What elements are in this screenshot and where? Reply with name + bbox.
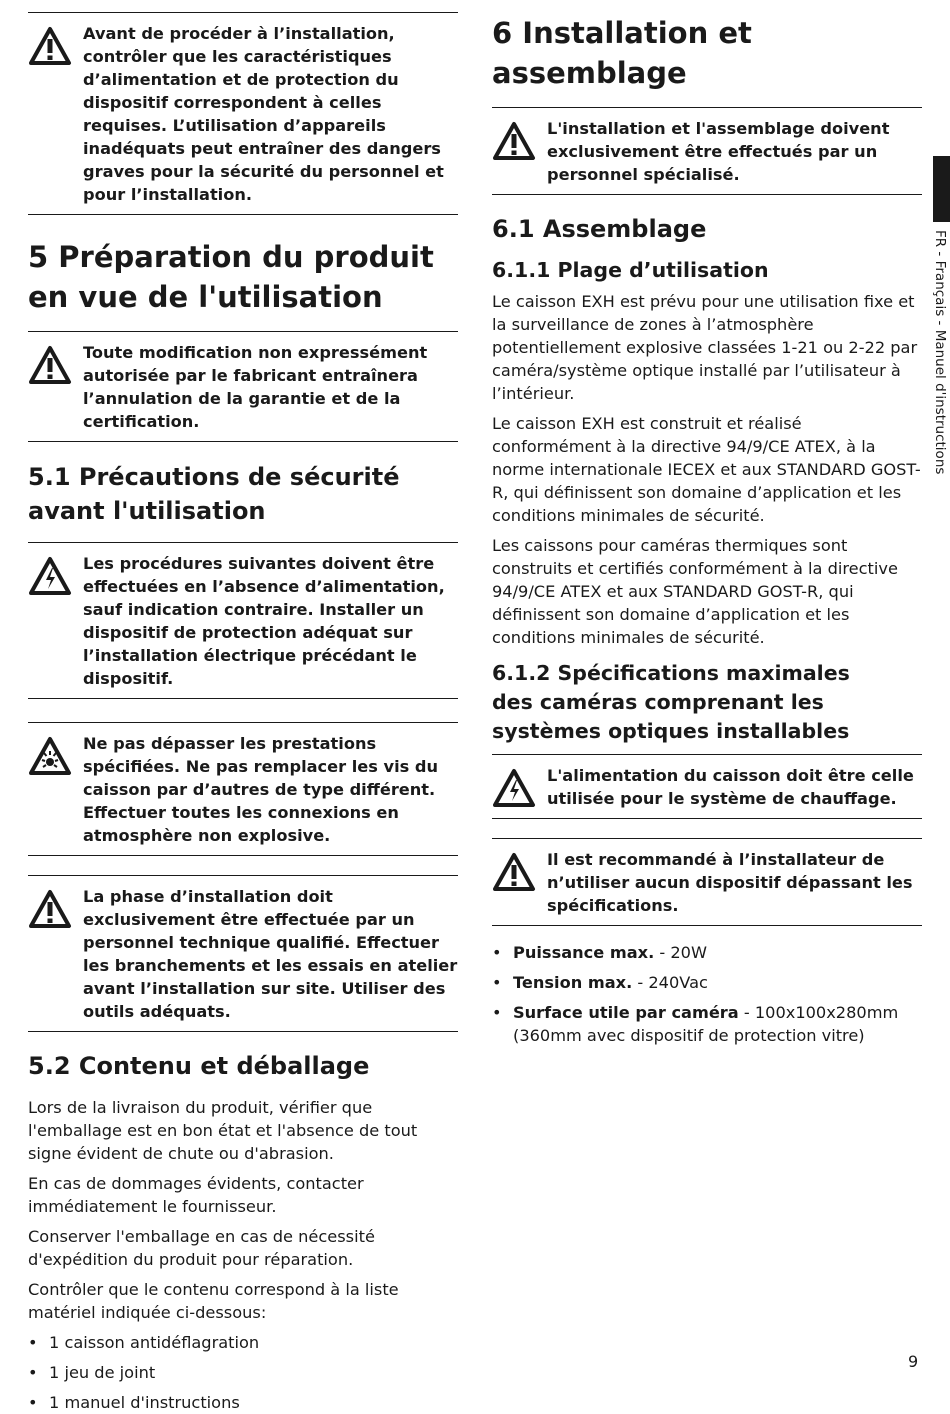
- paragraph: Le caisson EXH est construit et réalisé conformément à la directive 94/9/CE ATEX, à la norme internationale IECEX et aux STANDARD GOST-R, qui définissent son domaine d’application et les conditions minimales de sécurité.: [492, 414, 921, 525]
- warning-triangle-icon: [28, 885, 74, 929]
- warning-power: [28, 12, 458, 215]
- warning-heating-text: L'alimentation du caisson doit être celle utilisée pour le système de chauffage.: [547, 766, 914, 808]
- section-6-title-line1: 6 Installation et: [492, 16, 752, 50]
- paragraph: Lors de la livraison du produit, vérifier que l'emballage est en bon état et l'absence de tout signe évident de chute ou d'abrasion.: [28, 1098, 418, 1163]
- section-6-1-2-title: [492, 659, 922, 746]
- warning-modification-text: Toute modification non expressément autorisée par le fabricant entraînera l’annulation de la garantie et de la certification.: [83, 343, 428, 431]
- warning-specs: [492, 838, 922, 926]
- spec-value: - 240Vac: [632, 973, 708, 992]
- section-6-1-1-title: 6.1.1 Plage d’utilisation: [492, 258, 769, 282]
- warning-qualified-text: La phase d’installation doit exclusivement être effectuée par un personnel technique qualifié. Effectuer les branchements et les essais en atelier avant l’installation sur site. Utiliser des outils adéquats.: [83, 887, 458, 1021]
- section-5-2-title: 5.2 Contenu et déballage: [28, 1052, 370, 1080]
- warning-install: [492, 107, 922, 195]
- paragraph: Le caisson EXH est prévu pour une utilisation fixe et la surveillance de zones à l’atmosphère potentiellement explosive classées 1-21 ou 2-22 par caméra/système optique installé par l’utilisateur à l’intérieur.: [492, 292, 918, 403]
- warning-power-text: Avant de procéder à l’installation, contrôler que les caractéristiques d’alimentation et de protection du dispositif correspondent à celles requises. L’utilisation d’appareils inadéquats peut entraîner des dangers graves pour la sécurité du personnel et pour l’installation.: [83, 24, 444, 204]
- warning-triangle-icon: [28, 22, 74, 66]
- list-item: [492, 941, 922, 964]
- section-5-title-line2: en vue de l'utilisation: [28, 280, 383, 314]
- list-item: • 1 caisson antidéflagration: [28, 1331, 458, 1354]
- list-item: • 1 manuel d'instructions: [28, 1391, 458, 1414]
- paragraph: Conserver l'emballage en cas de nécessité d'expédition du produit pour réparation.: [28, 1227, 375, 1269]
- warning-explosive: [28, 722, 458, 856]
- list-item: [492, 971, 922, 994]
- warning-triangle-icon: [492, 117, 538, 161]
- warning-install-text: L'installation et l'assemblage doivent exclusivement être effectués par un personnel spécialisé.: [547, 119, 890, 184]
- warning-triangle-icon: [28, 341, 74, 385]
- explosion-warning-icon: [28, 732, 74, 776]
- right-column: [492, 0, 922, 1047]
- specs-list: [492, 941, 922, 1047]
- section-6-1-2-title-line3: systèmes optiques installables: [492, 719, 850, 743]
- warning-electric: [28, 542, 458, 699]
- spec-label: Surface utile par caméra: [513, 1003, 739, 1022]
- spec-value: - 20W: [654, 943, 707, 962]
- warning-specs-text: Il est recommandé à l’installateur de n’utiliser aucun dispositif dépassant les spécifications.: [547, 850, 913, 915]
- page-number: 9: [908, 1352, 919, 1371]
- section-6-title: [492, 13, 922, 93]
- section-5-title: [28, 237, 458, 317]
- warning-qualified: [28, 875, 458, 1032]
- list-item: [492, 1001, 922, 1047]
- spec-label: Puissance max.: [513, 943, 655, 962]
- section-6-1-title: 6.1 Assemblage: [492, 215, 707, 243]
- section-5-1-title-line2: avant l'utilisation: [28, 497, 266, 525]
- section-5-1-title: [28, 460, 458, 528]
- warning-heating: [492, 754, 922, 819]
- warning-explosive-text: Ne pas dépasser les prestations spécifiées. Ne pas remplacer les vis du caisson par d’autres de type différent. Effectuer toutes les connexions en atmosphère non explosive.: [83, 734, 439, 845]
- paragraph: Contrôler que le contenu correspond à la liste matériel indiquée ci-dessous:: [28, 1280, 399, 1322]
- language-tab-label: FR - Français - Manuel d'instructions: [932, 230, 948, 475]
- section-5-1-title-line1: 5.1 Précautions de sécurité: [28, 463, 400, 491]
- language-tab-marker: [933, 156, 950, 222]
- electric-shock-warning-icon: [492, 764, 538, 808]
- paragraph: Les caissons pour caméras thermiques sont construits et certifiés conformément à la directive 94/9/CE ATEX et aux STANDARD GOST-R, qui définissent son domaine d’application et les conditions minimales de sécurité.: [492, 536, 898, 647]
- paragraph: En cas de dommages évidents, contacter immédiatement le fournisseur.: [28, 1174, 364, 1216]
- section-5-title-line1: 5 Préparation du produit: [28, 240, 434, 274]
- section-6-1-2-title-line1: 6.1.2 Spécifications maximales: [492, 661, 850, 685]
- electric-shock-warning-icon: [28, 552, 74, 596]
- spec-value: - 100x100x280mm (360mm avec dispositif de protection vitre): [513, 1003, 899, 1045]
- warning-triangle-icon: [492, 848, 538, 892]
- contents-list: [28, 1331, 458, 1414]
- spec-label: Tension max.: [513, 973, 633, 992]
- warning-electric-text: Les procédures suivantes doivent être effectuées en l’absence d’alimentation, sauf indication contraire. Installer un dispositif de protection adéquat sur l’installation électrique précédant le dispositif.: [83, 554, 445, 688]
- warning-modification: [28, 331, 458, 442]
- section-6-1-2-title-line2: des caméras comprenant les: [492, 690, 824, 714]
- section-6-title-line2: assemblage: [492, 56, 687, 90]
- left-column: [28, 0, 458, 1414]
- list-item: • 1 jeu de joint: [28, 1361, 458, 1384]
